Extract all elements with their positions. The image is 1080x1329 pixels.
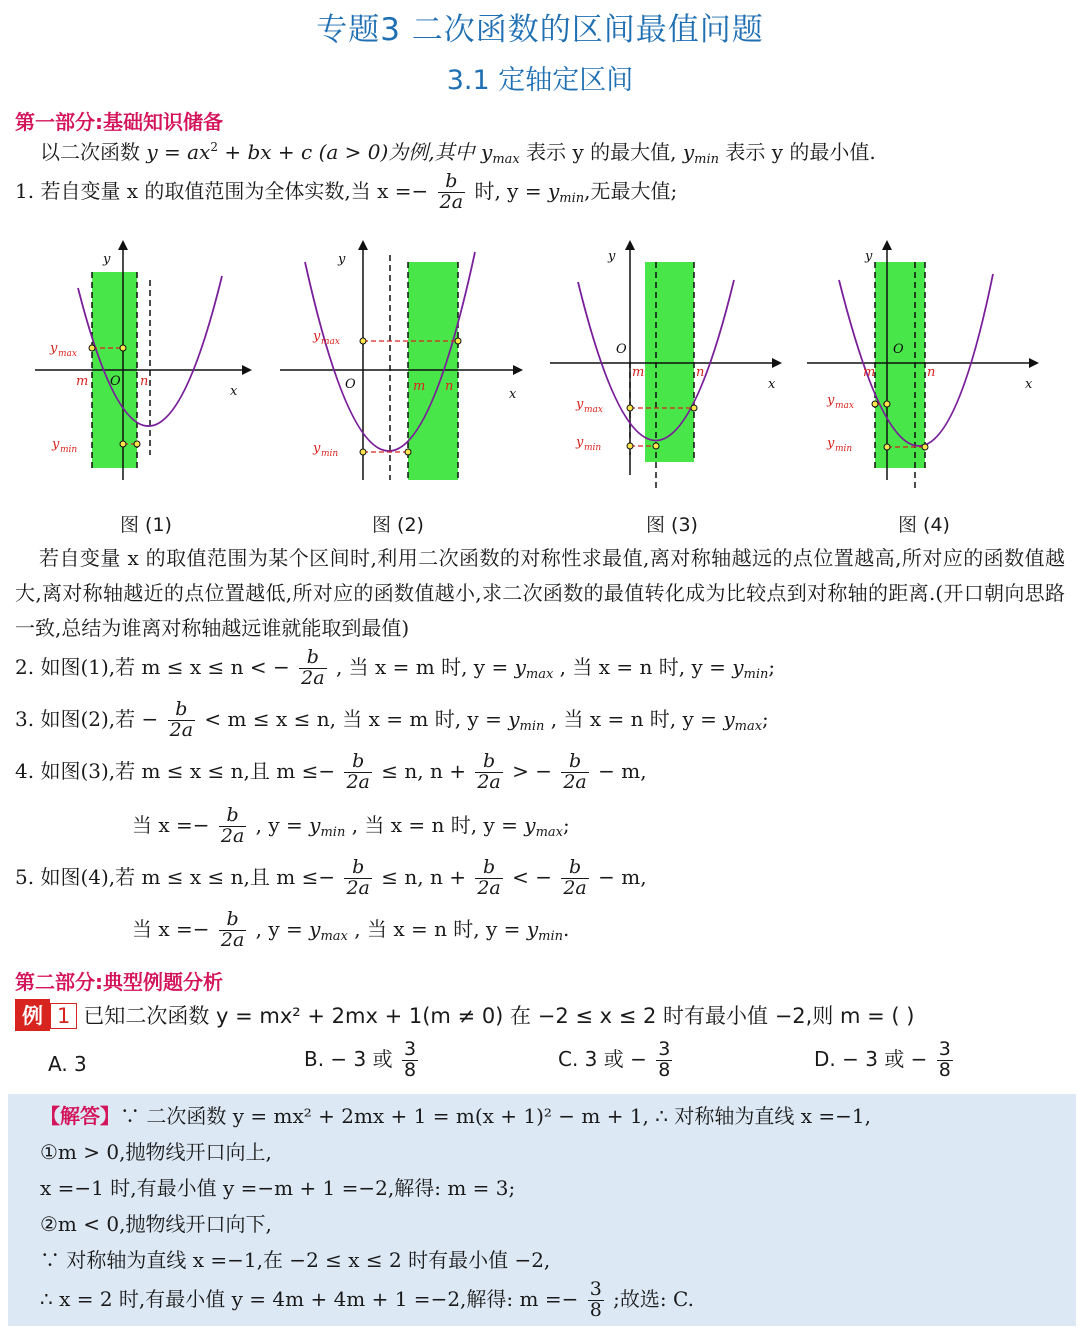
interval-band [408,262,458,480]
svg-text:x: x [230,384,238,399]
option-d: D. − 3 或 − $\frac{3}{8}$ [814,1038,951,1081]
solution-line-1: 【解答】∵ 二次函数 y = mx² + 2mx + 1 = m(x + 1)² − m + 1, ∴ 对称轴为直线 x =−1, [40,1104,871,1128]
svg-text:y: y [608,249,616,264]
section-heading-part2: 第二部分:典型例题分析 [15,970,223,994]
svg-text:m: m [413,379,426,394]
svg-text:y: y [827,393,835,408]
explanation-paragraph: 若自变量 x 的取值范围为某个区间时,利用二次函数的对称性求最值,离对称轴越远的点位置越高,所对应的函数值越大,离对称轴越近的点位置越低,所对应的函数值越小,求二次函数的最值转化成为比较点到对称轴的距离.(开口朝向思路一致,总结为谁离对称轴越远谁就能取到最值) [15,546,1065,640]
svg-text:max: max [835,401,854,411]
solution-line-6: ∴ x = 2 时,有最小值 y = 4m + 4m + 1 =−2,解得: m =− $\frac{3}{8}$ ;故选: C. [40,1278,694,1321]
svg-text:min: min [584,443,602,453]
item-3: 3. 如图(2),若 − $\frac{b}{2a}$ < m ≤ x ≤ n, 当 x = m 时, $y = y_{min}$ , 当 x = n 时, $y = y_{max}$; [15,698,769,741]
svg-text:max: max [58,349,77,359]
caption-4: 图 (4) [898,514,950,536]
svg-text:m: m [632,365,645,380]
svg-text:y: y [50,341,58,356]
svg-text:m: m [76,374,89,389]
figure-3 [548,240,798,500]
item-4: 4. 如图(3),若 m ≤ x ≤ n,且 m ≤− $\frac{b}{2a}$ ≤ n, n + $\frac{b}{2a}$ > − $\frac{b}{2a}$ − m, [15,750,647,793]
svg-text:n: n [445,379,454,394]
svg-text:x: x [509,387,517,402]
item-1: 1. 若自变量 x 的取值范围为全体实数,当 x =− $\frac{b}{2a}$ 时, $y = y_{min}$,无最大值; [15,170,678,213]
svg-text:y: y [827,436,835,451]
solution-line-4: ②m < 0,抛物线开口向下, [40,1212,272,1236]
example-question: 已知二次函数 y = mx² + 2mx + 1(m ≠ 0) 在 −2 ≤ x ≤ 2 时有最小值 −2,则 m = ( ) [83,1004,915,1028]
svg-text:y: y [576,397,584,412]
item-2: 2. 如图(1),若 m ≤ x ≤ n < − $\frac{b}{2a}$ , 当 x = m 时, $y = y_{max}$ , 当 x = n 时, $y = y_{min}$; [15,646,776,689]
svg-text:min: min [60,445,78,455]
solution-line-5: ∵ 对称轴为直线 x =−1,在 −2 ≤ x ≤ 2 时有最小值 −2, [40,1248,551,1272]
option-a: A. 3 [48,1052,87,1076]
svg-text:y: y [338,252,346,267]
svg-text:m: m [863,365,876,380]
section-heading-part1: 第一部分:基础知识储备 [15,110,223,134]
figure-4 [805,240,1055,500]
svg-text:y: y [52,437,60,452]
svg-text:n: n [927,365,936,380]
item-4-result: 当 x =− $\frac{b}{2a}$ , $y = y_{min}$ , 当 x = n 时, $y = y_{max}$; [132,804,570,847]
svg-text:y: y [865,249,873,264]
svg-text:max: max [321,337,340,347]
svg-text:O: O [110,374,121,389]
svg-text:y: y [576,435,584,450]
example-badge: 例 [15,999,50,1031]
svg-text:O: O [616,342,627,357]
item-5-result: 当 x =− $\frac{b}{2a}$ , $y = y_{max}$ , 当 x = n 时, $y = y_{min}$. [132,908,570,951]
intro-line: 以二次函数 $y = ax^2$ + bx + c (a > 0)为例,其中 $y_{max}$ 表示 y 的最大值, $y_{min}$ 表示 y 的最小值. [40,140,876,167]
svg-text:n: n [696,365,705,380]
example-1 [15,999,914,1031]
interval-band [645,262,694,462]
svg-text:O: O [345,377,356,392]
page-subtitle: 3.1 定轴定区间 [446,65,634,96]
svg-text:y: y [103,252,111,267]
svg-text:n: n [140,374,149,389]
figure-1 [30,240,280,500]
caption-2: 图 (2) [372,514,424,536]
svg-text:min: min [835,444,853,454]
svg-text:max: max [584,405,603,415]
item-5: 5. 如图(4),若 m ≤ x ≤ n,且 m ≤− $\frac{b}{2a}$ ≤ n, n + $\frac{b}{2a}$ < − $\frac{b}{2a}$ − m, [15,856,647,899]
page-title: 专题3 二次函数的区间最值问题 [316,12,764,48]
caption-1: 图 (1) [120,514,172,536]
svg-text:x: x [768,377,776,392]
option-b: B. − 3 或 $\frac{3}{8}$ [304,1038,417,1081]
solution-line-3: x =−1 时,有最小值 y =−m + 1 =−2,解得: m = 3; [40,1176,516,1200]
svg-text:O: O [893,342,904,357]
svg-text:y: y [313,329,321,344]
svg-text:min: min [321,449,339,459]
solution-line-2: ①m > 0,抛物线开口向上, [40,1140,272,1164]
option-c: C. 3 或 − $\frac{3}{8}$ [558,1038,671,1081]
figure-2 [275,240,525,500]
svg-text:y: y [313,441,321,456]
caption-3: 图 (3) [646,514,698,536]
svg-text:x: x [1025,377,1033,392]
example-number: 1 [50,1003,77,1029]
